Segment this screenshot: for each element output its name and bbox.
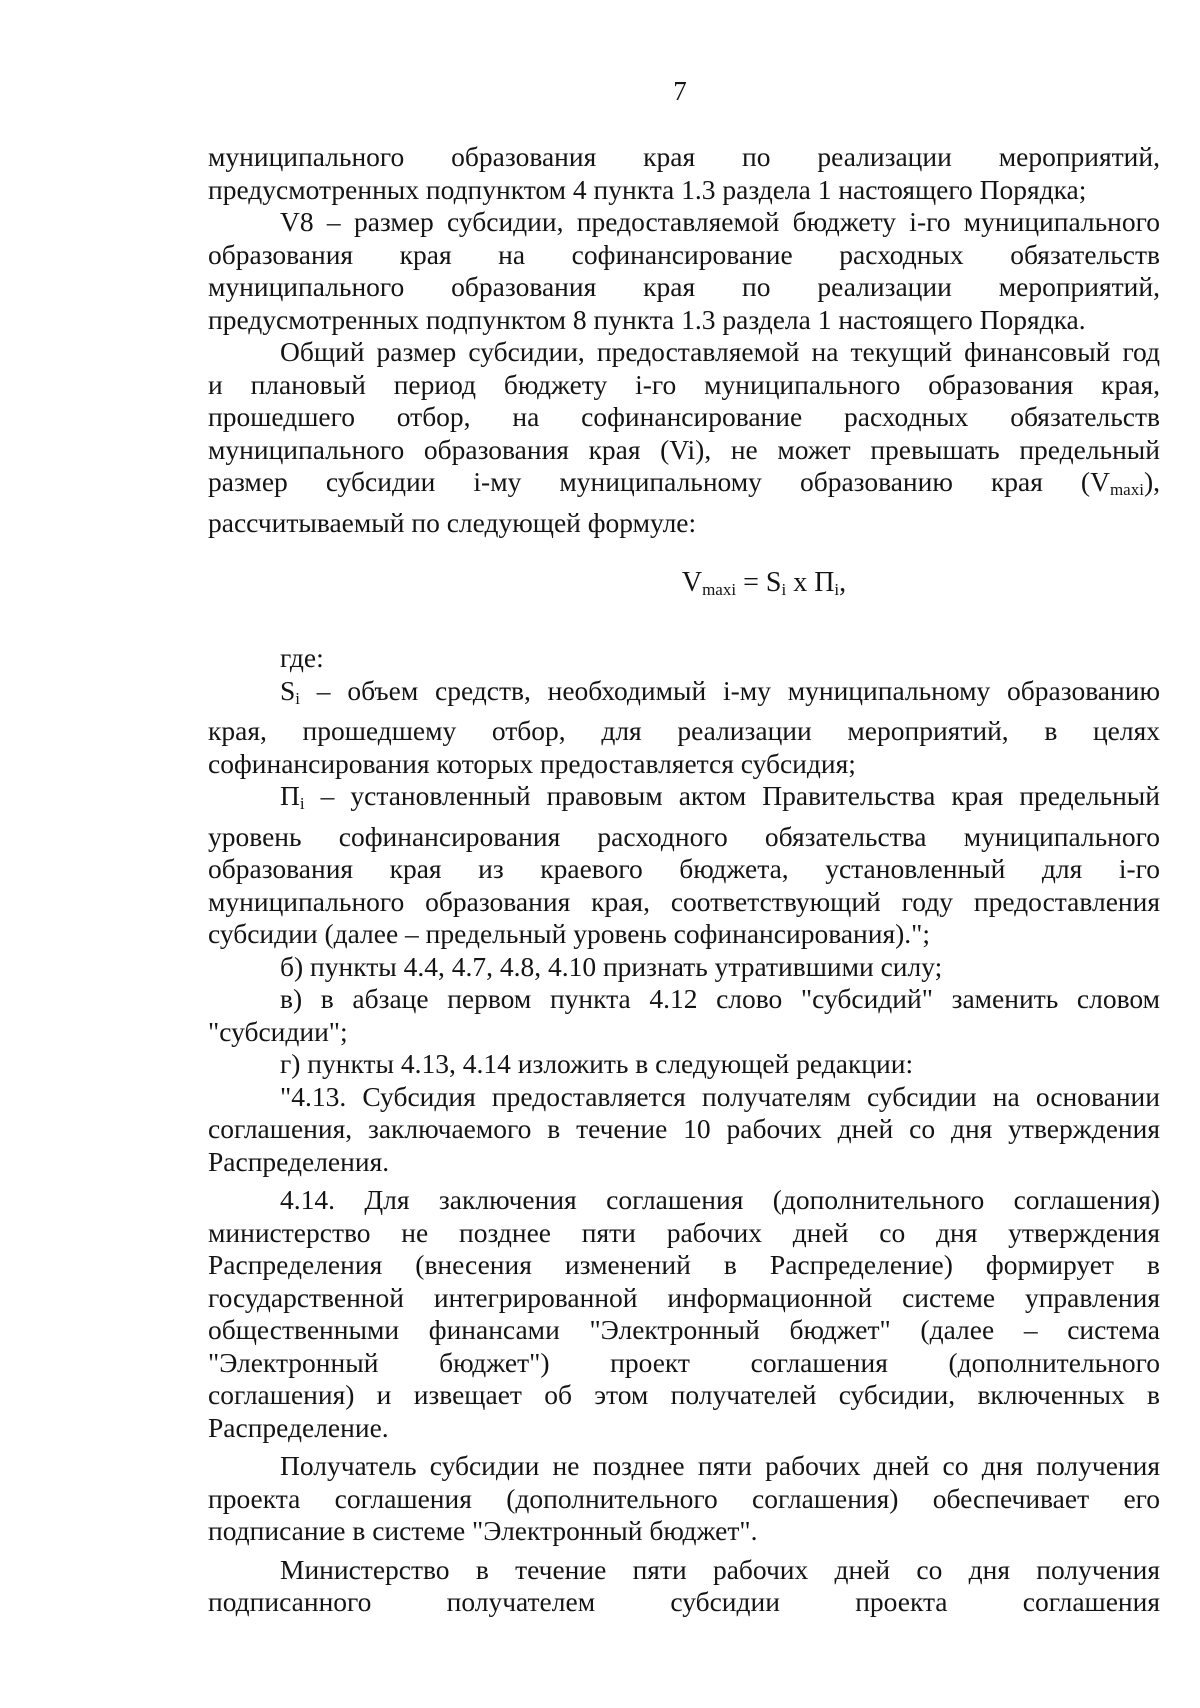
text-line: "субсидии"; bbox=[208, 1015, 348, 1047]
text-line: и плановый период бюджету i-го муниципального образования края, bbox=[208, 368, 1160, 400]
document-body bbox=[208, 141, 1160, 1619]
formula-subscript: i bbox=[781, 580, 787, 599]
paragraph-v4-continuation bbox=[208, 141, 1160, 206]
text-line: муниципального образования края, соответствующий году предоставления bbox=[208, 885, 1160, 917]
text-line: предусмотренных подпунктом 4 пункта 1.3 раздела 1 настоящего Порядка; bbox=[208, 173, 1087, 205]
text-line: муниципального образования края по реализации мероприятий, bbox=[208, 271, 1160, 302]
text-line: образования края из краевого бюджета, установленный для i-го bbox=[208, 853, 1160, 884]
item-g bbox=[208, 1048, 1160, 1081]
text-line: прошедшего отбор, на софинансирование расходных обязательств bbox=[208, 401, 1160, 432]
text-line: Распределение. bbox=[208, 1411, 389, 1443]
text-fragment: размер субсидии i-му муниципальному образованию края (V bbox=[208, 466, 1110, 497]
text-line bbox=[208, 466, 1160, 507]
paragraph-ministry bbox=[208, 1554, 1160, 1619]
text-line: "Электронный бюджет") проект соглашения (дополнительного bbox=[208, 1346, 1160, 1378]
where-label: где: bbox=[280, 642, 324, 673]
text-line: муниципального образования края (Vi), не может превышать предельный bbox=[208, 433, 1160, 465]
text-line: общественными финансами "Электронный бюджет" (далее – система bbox=[208, 1314, 1160, 1345]
text-line: Распределения (внесения изменений в Распределение) формирует в bbox=[208, 1249, 1160, 1280]
subscript: maxi bbox=[1109, 480, 1144, 499]
subscript: i bbox=[299, 794, 305, 813]
text-line: софинансирования которых предоставляется субсидия; bbox=[208, 747, 856, 779]
definition-pi bbox=[208, 780, 1160, 951]
text-line: в) в абзаце первом пункта 4.12 слово "субсидий" заменить словом bbox=[280, 983, 1160, 1014]
text-line: Распределения. bbox=[208, 1145, 390, 1177]
text-line: субсидии (далее – предельный уровень софинансирования)."; bbox=[208, 918, 931, 949]
page-number: 7 bbox=[673, 76, 687, 106]
text-line bbox=[208, 675, 1160, 716]
item-b bbox=[208, 951, 1160, 984]
paragraph-recipient bbox=[208, 1450, 1160, 1548]
text-fragment: – установленный правовым актом Правительства края предельный bbox=[304, 780, 1160, 811]
text-line: V8 – размер субсидии, предоставляемой бюджету i-го муниципального bbox=[280, 206, 1160, 237]
text-line: Министерство в течение пяти рабочих дней со дня получения bbox=[280, 1553, 1160, 1585]
text-fragment: – объем средств, необходимый i-му муниципальному образованию bbox=[300, 674, 1160, 706]
formula-symbol: x П bbox=[786, 567, 835, 598]
text-line: б) пункты 4.4, 4.7, 4.8, 4.10 признать утратившими силу; bbox=[280, 950, 943, 982]
definition-si bbox=[208, 675, 1160, 781]
text-line: министерство не позднее пяти рабочих дней со дня утверждения bbox=[208, 1216, 1160, 1248]
text-line: образования края на софинансирование расходных обязательств bbox=[208, 238, 1160, 270]
text-line: края, прошедшему отбор, для реализации мероприятий, в целях bbox=[208, 715, 1160, 746]
text-line: Получатель субсидии не позднее пяти рабочих дней со дня получения bbox=[280, 1450, 1160, 1481]
text-line: подписание в системе "Электронный бюджет". bbox=[208, 1515, 758, 1546]
text-line: соглашения) и извещает об этом получателей субсидии, включенных в bbox=[208, 1379, 1160, 1410]
text-line: 4.14. Для заключения соглашения (дополнительного соглашения) bbox=[280, 1184, 1160, 1215]
subscript: i bbox=[295, 688, 301, 708]
formula-symbol: = S bbox=[736, 567, 782, 598]
symbol: S bbox=[280, 674, 296, 706]
text-line: Общий размер субсидии, предоставляемой на текущий финансовый год bbox=[280, 336, 1160, 367]
text-line: "4.13. Субсидия предоставляется получателям субсидии на основании bbox=[280, 1080, 1160, 1112]
text-line bbox=[208, 780, 1160, 821]
text-line: подписанного получателем субсидии проекта соглашения bbox=[208, 1586, 1160, 1617]
text-line: г) пункты 4.13, 4.14 изложить в следующей редакции: bbox=[280, 1048, 914, 1079]
where-label-block bbox=[208, 642, 1160, 675]
clause-4-14 bbox=[208, 1184, 1160, 1444]
paragraph-v8 bbox=[208, 206, 1160, 336]
symbol: П bbox=[280, 780, 300, 811]
text-line: рассчитываемый по следующей формуле: bbox=[208, 506, 697, 538]
formula-symbol: V bbox=[681, 567, 703, 598]
text-line: уровень софинансирования расходного обязательства муниципального bbox=[208, 820, 1160, 852]
text-line: государственной интегрированной информационной системе управления bbox=[208, 1281, 1160, 1313]
clause-4-13 bbox=[208, 1081, 1160, 1179]
paragraph-total-subsidy bbox=[208, 336, 1160, 539]
text-line: проекта соглашения (дополнительного соглашения) обеспечивает его bbox=[208, 1482, 1160, 1514]
formula-vmaxi bbox=[208, 567, 1160, 606]
text-line: муниципального образования края по реализации мероприятий, bbox=[208, 141, 1160, 172]
formula-subscript: i bbox=[834, 580, 840, 599]
item-v bbox=[208, 983, 1160, 1048]
text-fragment: ), bbox=[1143, 466, 1160, 497]
formula-symbol: , bbox=[839, 567, 847, 598]
formula-subscript: maxi bbox=[702, 580, 737, 599]
text-line: предусмотренных подпунктом 8 пункта 1.3 раздела 1 настоящего Порядка. bbox=[208, 303, 1086, 335]
text-line: соглашения, заключаемого в течение 10 рабочих дней со дня утверждения bbox=[208, 1113, 1160, 1144]
